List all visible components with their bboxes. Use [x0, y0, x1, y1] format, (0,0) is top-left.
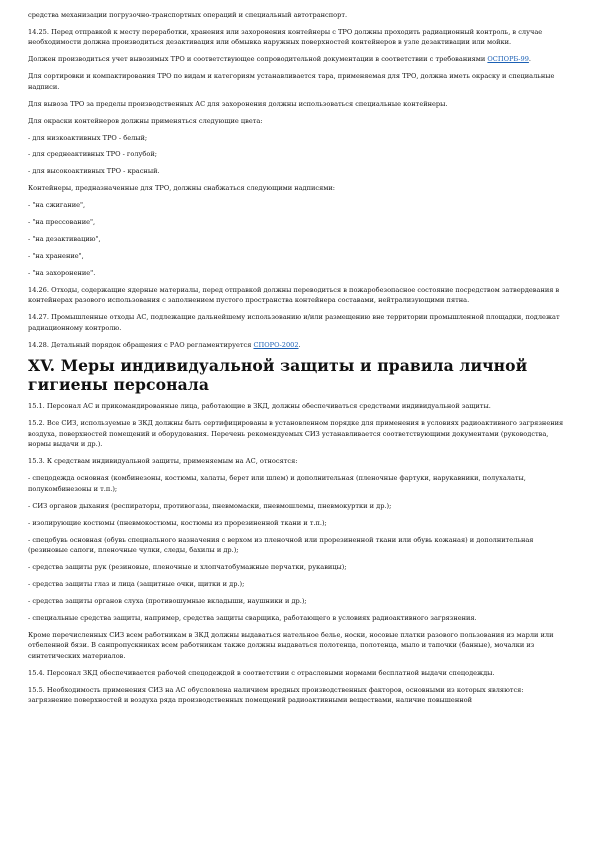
- paragraph: [28, 535, 567, 556]
- paragraph-text: 15.3. К средствам индивидуальной защиты, применяемым на АС, относятся:: [28, 457, 298, 466]
- paragraph-text: - спецодежда основная (комбинезоны, костюмы, халаты, берет или шлем) и дополнительная (пленочные фартуки, нарукавники, полухалаты, полукомбинезоны и т.п.);: [28, 474, 526, 493]
- document-page: [28, 10, 567, 712]
- paragraph: [28, 54, 567, 65]
- paragraph: [28, 99, 567, 110]
- paragraph-text: - для низкоактивных ТРО - белый;: [28, 133, 148, 142]
- paragraph: [28, 10, 567, 21]
- paragraph: [28, 418, 567, 450]
- paragraph: [28, 401, 567, 412]
- paragraph-text: - изолирующие костюмы (пневмокостюмы, костюмы из прорезиненной ткани и т.п.);: [28, 518, 327, 527]
- document-link[interactable]: СПОРО-2002: [253, 340, 299, 349]
- paragraph: [28, 456, 567, 467]
- paragraph-text: Контейнеры, предназначенные для ТРО, должны снабжаться следующими надписями:: [28, 184, 336, 193]
- paragraph: [28, 285, 567, 306]
- paragraph-text: Кроме перечисленных СИЗ всем работникам в ЗКД должны выдаваться нательное белье, носки, носовые платки разового пользования из марли или отбеленной бязи. В санпропускниках всем работникам также должны выдаваться полотенца, полотенца, мыло и тапочки (банные), мочалки из синтетических материалов.: [28, 630, 554, 660]
- paragraph-text: - средства защиты рук (резиновые, пленочные и хлопчатобумажные перчатки, рукавицы);: [28, 563, 347, 572]
- paragraph-text: Для окраски контейнеров должны применяться следующие цвета:: [28, 116, 263, 125]
- paragraph-text: - спецобувь основная (обувь специального назначения с верхом из пленочной или прорезиненной ткани или обувь кожаная) и дополнительная (резиновые сапоги, пленочные чулки, следы, бахилы и др.);: [28, 535, 534, 555]
- paragraph-text-tail: .: [528, 55, 532, 64]
- paragraph-text: - "на дезактивацию",: [28, 234, 101, 243]
- paragraph: [28, 234, 567, 245]
- paragraph: [28, 71, 567, 92]
- paragraph: [28, 613, 567, 624]
- paragraph: [28, 133, 567, 144]
- paragraph: [28, 685, 567, 706]
- paragraph-text: 14.25. Перед отправкой к месту переработки, хранения или захоронения контейнеры с ТРО должны проходить радиационный контроль, в случае необходимости должна производиться дезактивация или обмывка наружных поверхностей контейнеров в узле дезактивации или мойки.: [28, 27, 543, 47]
- paragraph-text: - СИЗ органов дыхания (респираторы, противогазы, пневмомаски, пневмошлемы, пневмокуртки и др.);: [28, 501, 392, 510]
- paragraph: [28, 116, 567, 127]
- paragraph-text: 15.4. Персонал ЗКД обеспечивается рабочей спецодеждой в соответствии с отраслевыми нормами бесплатной выдачи спецодежды.: [28, 668, 495, 677]
- paragraph: [28, 518, 567, 529]
- paragraph-text: Для вывоза ТРО за пределы производственных АС для захоронения должны использоваться специальные контейнеры.: [28, 99, 448, 108]
- paragraph-text-tail: .: [298, 340, 301, 349]
- paragraph: [28, 340, 567, 351]
- paragraph: [28, 251, 567, 262]
- paragraph-text: 15.1. Персонал АС и прикомандированные лица, работающие в ЗКД, должны обеспечиваться средствами индивидуальной защиты.: [28, 402, 491, 411]
- paragraph-text: Должен производиться учет вывозимых ТРО и соответствующее сопроводительной документации в соответствии с требованиями: [28, 55, 488, 64]
- document-link[interactable]: ОСПОРБ-99: [487, 55, 529, 64]
- paragraph: [28, 668, 567, 679]
- paragraph-text: Для сортировки и компактирования ТРО по видам и категориям устанавливается тара, применяемая для ТРО, должна иметь окраску и специальные надписи.: [28, 72, 555, 91]
- paragraph-text: 14.27. Промышленные отходы АС, подлежащие дальнейшему использованию и/или размещению вне территории промышленной площадки, подлежат радиационному контролю.: [28, 313, 560, 332]
- paragraph: [28, 166, 567, 177]
- paragraph-text: средства механизации погрузочно-транспортных операций и специальный автотранспорт.: [28, 11, 348, 19]
- paragraph: [28, 579, 567, 590]
- paragraph: [28, 596, 567, 607]
- paragraph: [28, 268, 567, 279]
- paragraph-text: 15.5. Необходимость применения СИЗ на АС обусловлена наличием вредных производственных факторов, основными из которых являются: загрязнение поверхностей и воздуха ряда производственных помещений радиоактивными веществами, наличие повышенной: [28, 685, 524, 705]
- paragraph-text: 14.26. Отходы, содержащие ядерные материалы, перед отправкой должны переводиться в пожаробезопасное состояние посредством затвердевания в контейнерах разового использования с заполнением пустого пространства контейнера составами, нейтрализующими пятна.: [28, 285, 560, 305]
- paragraph-text: - средства защиты глаз и лица (защитные очки, щитки и др.);: [28, 579, 245, 588]
- paragraph: [28, 27, 567, 48]
- paragraph-text: - "на хранение",: [28, 251, 84, 260]
- paragraph: [28, 312, 567, 333]
- paragraph: [28, 200, 567, 211]
- paragraph: [28, 183, 567, 194]
- paragraph: [28, 149, 567, 160]
- section-title: XV. Меры индивидуальной защиты и правила личной гигиены персонала: [28, 356, 528, 395]
- paragraph-text: - для высокоактивных ТРО - красный.: [28, 167, 160, 176]
- paragraph-text: - "на прессование",: [28, 217, 96, 226]
- paragraph-text: 15.2. Все СИЗ, используемые в ЗКД должны быть сертифицированы в установленном порядке для применения в условиях радиоактивного загрязнения воздуха, поверхностей помещений и оборудования. Перечень рекомендуемых СИЗ устанавливается соответствующими документами (руководства, нормы выдачи и др.).: [28, 419, 564, 449]
- paragraph: [28, 501, 567, 512]
- paragraph: [28, 630, 567, 662]
- paragraph-text: - средства защиты органов слуха (противошумные вкладыши, наушники и др.);: [28, 596, 307, 605]
- paragraph-group-top: [28, 10, 567, 350]
- paragraph-text: 14.28. Детальный порядок обращения с РАО регламентируется: [28, 340, 254, 349]
- paragraph: [28, 562, 567, 573]
- paragraph: [28, 217, 567, 228]
- paragraph: [28, 473, 567, 494]
- paragraph-text: - для среднеактивных ТРО - голубой;: [28, 150, 157, 159]
- paragraph-text: - "на захоронение".: [28, 268, 96, 277]
- paragraph-text: - "на сжигание",: [28, 201, 86, 210]
- paragraph-group-bottom: [28, 401, 567, 705]
- paragraph-text: - специальные средства защиты, например, средства защиты сварщика, работающего в условиях радиоактивного загрязнения.: [28, 613, 477, 622]
